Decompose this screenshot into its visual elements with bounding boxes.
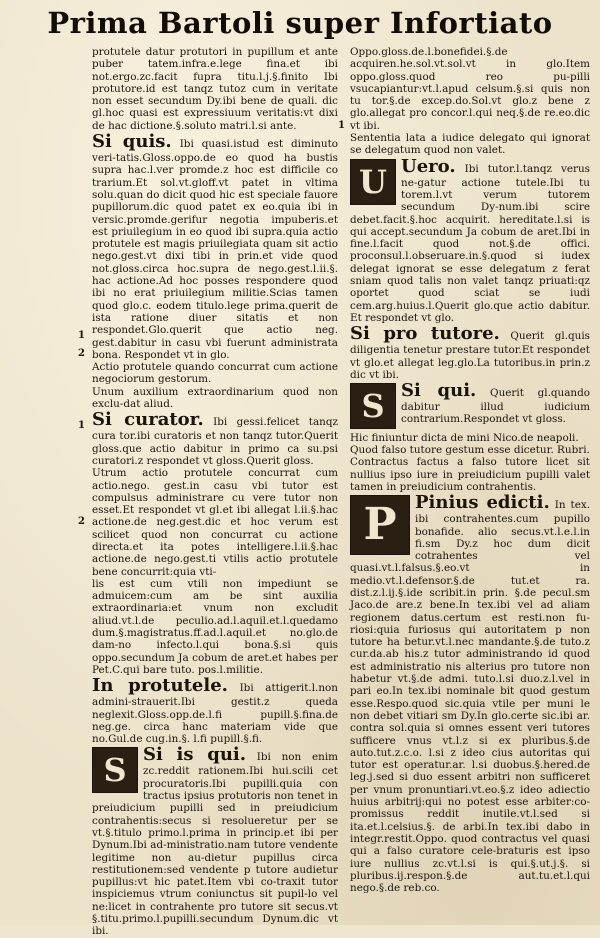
- lemma-heading: In protutele.: [92, 675, 228, 697]
- numbered-note: Unum auxilium extraordinarium quod non exclu-dat aliud.: [92, 385, 338, 411]
- lemma-heading: Si pro tutore.: [350, 323, 500, 345]
- rubric-title: Quod falso tutore gestum esse dicetur. Rubri.: [350, 444, 590, 457]
- margin-number: 1: [338, 120, 345, 131]
- numbered-note: Utrum actio protutele concurrat cum actio.nego. gest.in casu vbi tutor est compulsus administrare cu vere tutor non esset.Et respondet vt gl.et ibi allegat l.ii.§.hac actione.de neg.gest.dic et hoc verum est scilicet quod non concurrat cu actione directa.et ita potes intelligere.l.ii.§.hac actione.de nego.gest.ti vtilis actio protutele bene concurrit:quia vti-: [92, 467, 338, 578]
- paragraph: [92, 132, 338, 361]
- decorated-initial: P: [350, 495, 410, 555]
- margin-number: 2: [78, 348, 85, 359]
- numbered-note: lis est cum vtili non impediunt se admuicem:cum am be sint auxilia extraordinaria:et vnum non excludit aliud.vt.l.de peculio.ad.l.aquil.et.l.quedamo dum.§.magistratus.ff.ad.l.aquil.et no.glo.de dam-no infecto.l.qui bona.§.si quis oppo.secundum Ja cobum de aret.et habes per Pet.C.qui bare tuto. pos.l.militie.: [92, 577, 338, 676]
- paragraph: [350, 493, 590, 894]
- paragraph: [92, 410, 338, 467]
- gloss-text: Ibi tutor.l.tanqz verus ne-gatur actione tutele.Ibi tu torem.l.vt verum tutorem secundum Dy-num.ibi scire debet.facit.§.hoc acquirit. hereditate.l.si is qui accept.secundum Ja cobum de aret.Ibi in fine.l.facit quod not.§.de offici. proconsul.l.obseruare.in.§.quod si iudex delegat ignorat se esse delegatum z ferat sniam quod talis non valet tanqz priuati:qz oportet quod sciat se iudi cem.arg.huius.l.Querit glo.que actio dabitur. Et respondet vt glo.: [350, 162, 590, 324]
- lemma-heading: Si quis.: [92, 131, 172, 153]
- gloss-text: Ibi non enim zc.reddit rationem.Ibi hui.scili cet procuratoris.Ibi pupilli.quia con tractus ipsius protutoris non tenet in preiudicium pupilli sed in preiudicium contrahentis:secus si resolueretur per se vt.§.titulo primo.l.prima in princip.et ibi per Dynum.Ibi ad-ministratio.nam tutore vendente legitime non au-dietur pupillus circa restitutionem:sed vendente p tutore audietur pupillus:vt hic patet.Item vbi co-traxit tutor inspiciemus vtrum coniunctus sit pupil-lo vel ne:licet in contrahente pro tutore sit secus.vt §.titu.primo.l.pupilli.secundum Dynum.dic vt ibi.: [92, 751, 338, 938]
- paragraph: protutele datur protutori in pupillum et ante puber tatem.infra.e.lege fina.et ibi not.ergo.zc.facit fupra titu.l.j.§.finito Ibi protutore.id est tanqz tutoz cum in veritate non esset secundum Dy.ibi bene de quali. dic gl.hoc quasi est expressiuum veritatis:vt dixi de hac dictione.§.soluto matri.l.si ante.: [92, 46, 338, 132]
- gloss-text: Ibi quasi.istud est diminuto veri-tatis.Gloss.oppo.de eo quod ha bustis supra hac.l.ver promde.z hoc est difficile co trarium.Et sol.vt.gloff.vt patet in vltima solu.quan do dicit quod hic est speciale fauore pupillorum.dic quod patet ex eo.quia ibi in versic.promde.gerifur negotia impuberis.et est priuilegium in eo quod ibi supra.quia actio protutele est magis priuilegiata quam sit actio nego.gest.vt dixi tibi in prin.et vide quod not.gloss.circa hoc.supra de nego.gest.l.ii.§. hac actione.Ad hoc posses respondere quod ibi no erat priuilegium militie.Scias tamen quod glo.c. eodem titulo.lege prima.querit de ista ratione diuer sitatis et non respondet.Glo.querit que actio neg. gest.dabitur in casu vbi fuerunt administrata bona. Respondet vt in glo.: [92, 138, 338, 361]
- lemma-heading: Si is qui.: [143, 744, 247, 766]
- right-text-column: [350, 46, 590, 916]
- left-text-column: [92, 46, 339, 938]
- margin-number: 1: [78, 420, 85, 431]
- lemma-heading: Si curator.: [92, 409, 204, 431]
- lemma-heading: Si qui.: [401, 380, 477, 402]
- decorated-initial: U: [350, 159, 396, 205]
- paragraph: [350, 324, 590, 381]
- lemma-heading: Uero.: [401, 155, 456, 177]
- gloss-text: Ibi gessi.felicet tanqz cura tor.ibi curatoris et non tanqz tutor.Querit gloss.que actio dabitur in primo ca su.psi curatori.z respondet vt gloss.Querit gloss.: [92, 416, 338, 467]
- summary-note: Sententia lata a iudice delegato qui ignorat se delegatum quod non valet.: [350, 132, 590, 157]
- decorated-initial: S: [92, 747, 138, 793]
- colophon-line: Hic finiuntur dicta de mini Nico.de neapoli.: [350, 431, 579, 444]
- summary-note: Contractus factus a falso tutore licet sit nullius ipso iure in preiudicium pupilli valet tamen in preiudicium contrahentis.: [350, 456, 590, 493]
- lemma-heading: Pinius edicti.: [415, 492, 550, 514]
- paragraph: [350, 157, 590, 325]
- gloss-text: Querit gl.quando dabitur illud iudicium contrarium.Respondet vt gloss.: [401, 387, 591, 426]
- page-title: Prima Bartoli super Infortiato: [47, 6, 553, 40]
- gloss-text: In tex. ibi contrahentes.cum pupillo bonafide. alio secus.vt.l.e.l.in fi.sm Dy.z hoc dum dicit cotrahentes vel quasi.vt.l.falsus.§.eo.vt in medio.vt.l.defensor.§.de tut.et ra. dist.z.l.ij.§.ide scribit.in prin. §.de pecul.sm Jaco.de are.z bene.In tex.ibi vel ad aliam regionem datus.certum est resti.non fu-riosi:quia furiosus qui autoritatem p non tutore ha betur.vt.l.nec mandante.§.de tuto.z cur.da.ab his.z tutor administrando id quod est administratio nis alterius pro tutore non habetur vt.§.de admi. tuto.l.si duo.z.l.vel in pari eo.In tex.ibi nominale bit quod gestum esse.Respo.quod sic.quia vtile per muni le non debet vitiari sm Dy.In glo.certe sic.ibi ar. contra sol.quia si omnes essent veri tutores sufficere vnus vt.l.z si ex pluribus.§.de auto.tut.z.c.o. l.si z ideo cius autoritas qui tutor est operatur.ar. l.si duobus.§.hered.de leg.j.sed si duo essent arbitri non sufficeret per vnum pronuntiari.vt.eo.§.z ideo adiectio huius arbitrij:qui no potest esse arbiter:co-promissus reddit inutile.vt.l.sed si ita.et.l.celsius.§. de arbi.In tex.ibi dabo in integr.restit.Oppo. quod contractus vel quasi qui a falso curatore cele-braturis est ipso iure nullius zc.vt.l.si is qui.§.ut.j.§. si pluribus.ij.respon.§.de aut.tu.et.l.qui nego.§.de reb.co.: [350, 499, 591, 895]
- margin-number: 2: [78, 516, 85, 527]
- paragraph: [350, 381, 590, 426]
- paragraph: [92, 745, 338, 937]
- margin-number: 1: [78, 330, 85, 341]
- decorated-initial: S: [350, 383, 396, 429]
- gloss-text: Ibi attigerit.l.non admini-strauerit.Ibi gestit.z queda neglexit.Gloss.opp.de.l.fi pupill.§.fina.de neg.ge. circa hanc materiam vide que no.Gul.de cug.in.§. l.fi pupill.§.fi.: [92, 682, 339, 746]
- paragraph: [92, 676, 338, 745]
- paragraph: Oppo.gloss.de.l.bonefidei.§.de acquiren.he.sol.vt.sol.vt in glo.Item oppo.gloss.quod reo pu-pilli vsucapiantur:vt.l.apud celsum.§.si quis non tu tor.§.de excep.do.Sol.vt glo.z bene z glo.allegat pro concor.l.qui neq.§.de re.eo.dic vt ibi.: [350, 46, 590, 132]
- numbered-note: Actio protutele quando concurrat cum actione negociorum gestorum.: [92, 361, 338, 386]
- gloss-text: Querit gl.quis diligentia tenetur prestare tutor.Et respondet vt glo.et allegat leg.glo.La tutoribus.in prin.z dic vt ibi.: [350, 330, 590, 381]
